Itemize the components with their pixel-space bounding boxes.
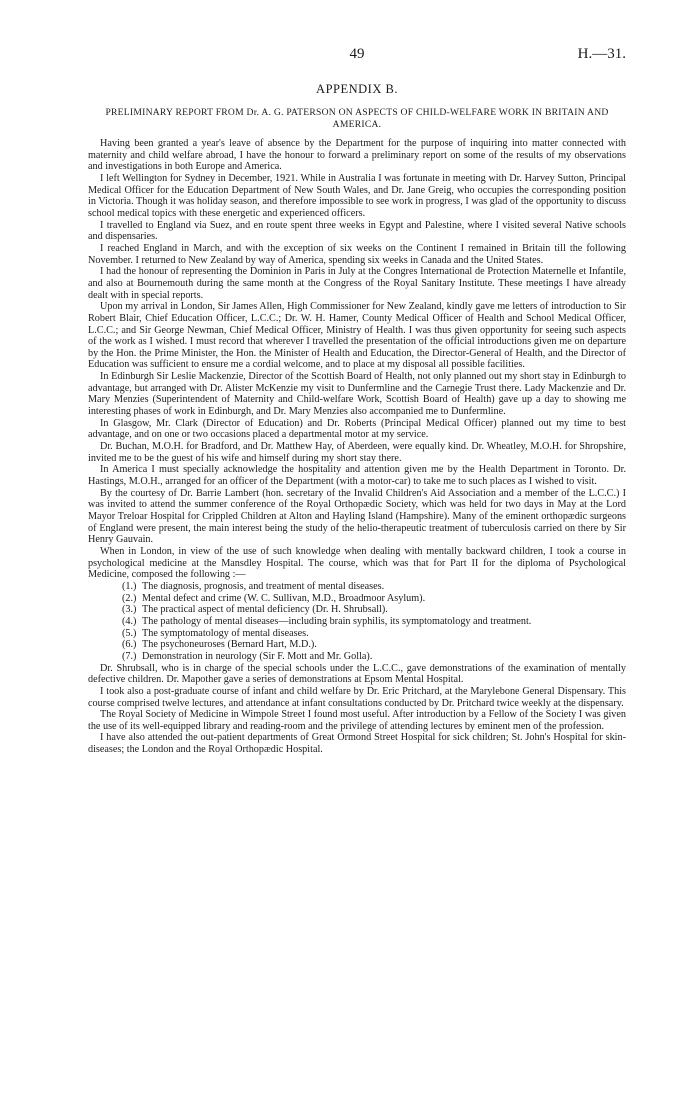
paragraph: By the courtesy of Dr. Barrie Lambert (hon. secretary of the Invalid Children's Aid Association and a member of the L.C.C.) I was invited to attend the summer conference of the Royal Orthopædic Society, which was held for two days in May at the Lord Mayor Treloar Hospital for Crippled Children at Alton and Hayling Island (Hampshire). Many of the eminent orthopædic surgeons of England were present, the main interest being the study of the helio-therapeutic treatment of tuberculosis carried on there by Sir Henry Gauvain.	[88, 487, 626, 546]
list-item	[122, 604, 626, 616]
paragraph: In Glasgow, Mr. Clark (Director of Education) and Dr. Roberts (Principal Medical Officer) planned out my time to best advantage, and on one or two occasions placed a departmental motor at my service.	[88, 417, 626, 441]
paragraph: When in London, in view of the use of such knowledge when dealing with mentally backward children, I took a course in psychological medicine at the Mansdley Hospital. The course, which was that for Part II for the diploma of Psychological Medicine, composed the following :—	[88, 545, 626, 581]
paragraph: I took also a post-graduate course of infant and child welfare by Dr. Eric Pritchard, at the Marylebone General Dispensary. This course comprised twelve lectures, and attendance at infant consultations conducted by Dr. Pritchard twice weekly at the dispensary.	[88, 685, 626, 709]
document-reference: H.—31.	[577, 46, 626, 62]
list-item-number: (7.)	[122, 650, 137, 662]
list-item	[122, 639, 626, 651]
list-item-text: The psychoneuroses (Bernard Hart, M.D.).	[142, 639, 317, 651]
list-item	[122, 616, 626, 628]
list-item	[122, 581, 626, 593]
paragraph: In Edinburgh Sir Leslie Mackenzie, Director of the Scottish Board of Health, not only planned out my short stay in Edinburgh to advantage, but arranged with Dr. Alister McKenzie my visit to Dunfermline and the Carnegie Trust there. Lady Mackenzie and Dr. Mary Menzies (Superintendent of Maternity and Child-welfare Work, Scottish Board of Health) gave up a day to showing me interesting phases of work in Edinburgh, and Dr. Mary Menzies also accompanied me to Dunfermline.	[88, 371, 626, 418]
report-title: PRELIMINARY REPORT FROM Dr. A. G. PATERSON ON ASPECTS OF CHILD-WELFARE WORK IN BRITAIN AND AMERICA.	[105, 107, 609, 130]
course-list	[88, 581, 626, 663]
paragraph: Having been granted a year's leave of absence by the Department for the purpose of inquiring into matter connected with maternity and child welfare abroad, I have the honour to forward a preliminary report on some of the results of my observations and investigations in both Europe and America.	[88, 138, 626, 173]
list-item-number: (2.)	[122, 592, 137, 604]
paragraph: I reached England in March, and with the exception of six weeks on the Continent I remained in Britain till the following November. I returned to New Zealand by way of America, spending six weeks in Canada and the United States.	[88, 242, 626, 266]
list-item-text: The practical aspect of mental deficiency (Dr. H. Shrubsall).	[142, 604, 388, 616]
list-item	[122, 628, 626, 640]
paragraph: In America I must specially acknowledge the hospitality and attention given me by the Health Department in Toronto. Dr. Hastings, M.O.H., arranged for an officer of the Department (with a motor-car) to take me to such places as I wished to visit.	[88, 464, 626, 488]
list-item-text: The diagnosis, prognosis, and treatment of mental diseases.	[142, 580, 385, 592]
appendix-title: APPENDIX B.	[316, 82, 398, 96]
page-header	[88, 46, 626, 70]
paragraph: I have also attended the out-patient departments of Great Ormond Street Hospital for sick children; St. John's Hospital for skin-diseases; the London and the Royal Orthopædic Hospital.	[88, 732, 626, 756]
paragraph: I travelled to England via Suez, and en route spent three weeks in Egypt and Palestine, where I visited several Native schools and dispensaries.	[88, 219, 626, 243]
list-item-number: (5.)	[122, 627, 137, 639]
list-item-number: (3.)	[122, 604, 137, 616]
list-item-text: The pathology of mental diseases—including brain syphilis, its symptomatology and treatment.	[142, 615, 532, 627]
report-body	[88, 138, 626, 756]
paragraph: I had the honour of representing the Dominion in Paris in July at the Congres International de Protection Maternelle et Infantile, and also at Bournemouth during the same month at the Congress of the Royal Sanitary Institute. These meetings I have already dealt with in special reports.	[88, 266, 626, 301]
list-item-number: (1.)	[122, 580, 137, 592]
paragraph: The Royal Society of Medicine in Wimpole Street I found most useful. After introduction by a Fellow of the Society I was given the use of its well-equipped library and reading-room and the privilege of attending lectures by eminent men of the profession.	[88, 709, 626, 732]
list-item-number: (4.)	[122, 615, 137, 627]
paragraph: I left Wellington for Sydney in December, 1921. While in Australia I was fortunate in meeting with Dr. Harvey Sutton, Principal Medical Officer for the Education Department of New South Wales, and Dr. Jane Greig, who occupies the corresponding position in Victoria. Though it was holiday season, and therefore impossible to see work in progress, I was glad of the opportunity to discuss school medical topics with these energetic and experienced officers.	[88, 172, 626, 219]
list-item-text: Demonstration in neurology (Sir F. Mott and Mr. Golla).	[142, 650, 373, 662]
list-item-text: The symptomatology of mental diseases.	[142, 627, 309, 639]
page-number: 49	[349, 46, 365, 62]
list-item-text: Mental defect and crime (W. C. Sullivan, M.D., Broadmoor Asylum).	[142, 592, 426, 604]
paragraph: Dr. Shrubsall, who is in charge of the special schools under the L.C.C., gave demonstrations of the examination of mentally defective children. Dr. Mapother gave a series of demonstrations at Epsom Mental Hospital.	[88, 662, 626, 686]
paragraph: Upon my arrival in London, Sir James Allen, High Commissioner for New Zealand, kindly gave me letters of introduction to Sir Robert Blair, Chief Education Officer, L.C.C.; Dr. W. H. Hamer, County Medical Officer of Health and School Medical Officer, L.C.C.; and Sir George Newman, Chief Medical Officer, Ministry of Health. I was thus given opportunity for seeing such aspects of the work as I wished. I must record that wherever I travelled the presentation of the official introductions given me on departure by the Hon. the Prime Minister, the Hon. the Minister of Health and Education, the Director-General of Health, and the Director of Education was sufficient to ensure me a cordial welcome, and to place at my disposal all possible facilities.	[88, 301, 626, 371]
list-item-number: (6.)	[122, 639, 137, 651]
list-item	[122, 593, 626, 605]
list-item	[122, 651, 626, 663]
paragraph: Dr. Buchan, M.O.H. for Bradford, and Dr. Matthew Hay, of Aberdeen, were equally kind. Dr. Wheatley, M.O.H. for Shropshire, invited me to be the guest of his wife and himself during my short stay there.	[88, 441, 626, 464]
